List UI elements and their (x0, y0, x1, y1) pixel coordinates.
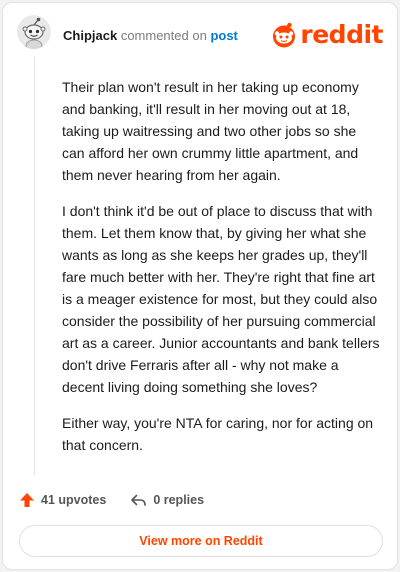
snoo-avatar-icon (17, 15, 51, 49)
comment-paragraph: Either way, you're NTA for caring, nor for acting on that concern. (62, 415, 374, 453)
reddit-wordmark: reddit (300, 20, 383, 49)
comment-paragraph: I don't think it'd be out of place to discuss that with them. Let them know that, by giving her what she wants as long as she keeps her grades up, they'll fare much better with her. They're right that fine art is a meager existence for most, but they could also consider the possibility of her pursuing commercial art as a career. Junior accountants and bank tellers don't drive Ferraris after all - why not make a decent living doing something she loves? (62, 203, 380, 395)
reddit-logo[interactable] (271, 21, 383, 49)
reply-button[interactable] (130, 492, 204, 508)
comment-paragraph: Their plan won't result in her taking up economy and banking, it'll result in her moving out at 18, taking up waitressing and two other jobs so she can afford her own crummy little apartment, and them never hearing from her again. (62, 79, 359, 183)
commented-on-text: commented on (120, 28, 207, 43)
user-avatar[interactable] (17, 15, 51, 49)
comment-body (62, 76, 380, 470)
comment-card (2, 2, 398, 570)
post-link[interactable]: post (210, 28, 238, 43)
upvote-arrow-icon (19, 492, 35, 508)
view-more-button[interactable]: View more on Reddit (19, 525, 383, 557)
comment-meta (63, 28, 238, 43)
comment-header (17, 15, 383, 55)
username[interactable]: Chipjack (63, 28, 118, 43)
reply-arrow-icon (130, 492, 147, 508)
reddit-snoo-icon (271, 22, 297, 48)
comment-actions (19, 490, 204, 510)
upvote-button[interactable] (19, 492, 106, 508)
reply-count: 0 replies (153, 493, 205, 507)
upvote-count: 41 upvotes (41, 493, 107, 507)
thread-line (34, 57, 35, 475)
